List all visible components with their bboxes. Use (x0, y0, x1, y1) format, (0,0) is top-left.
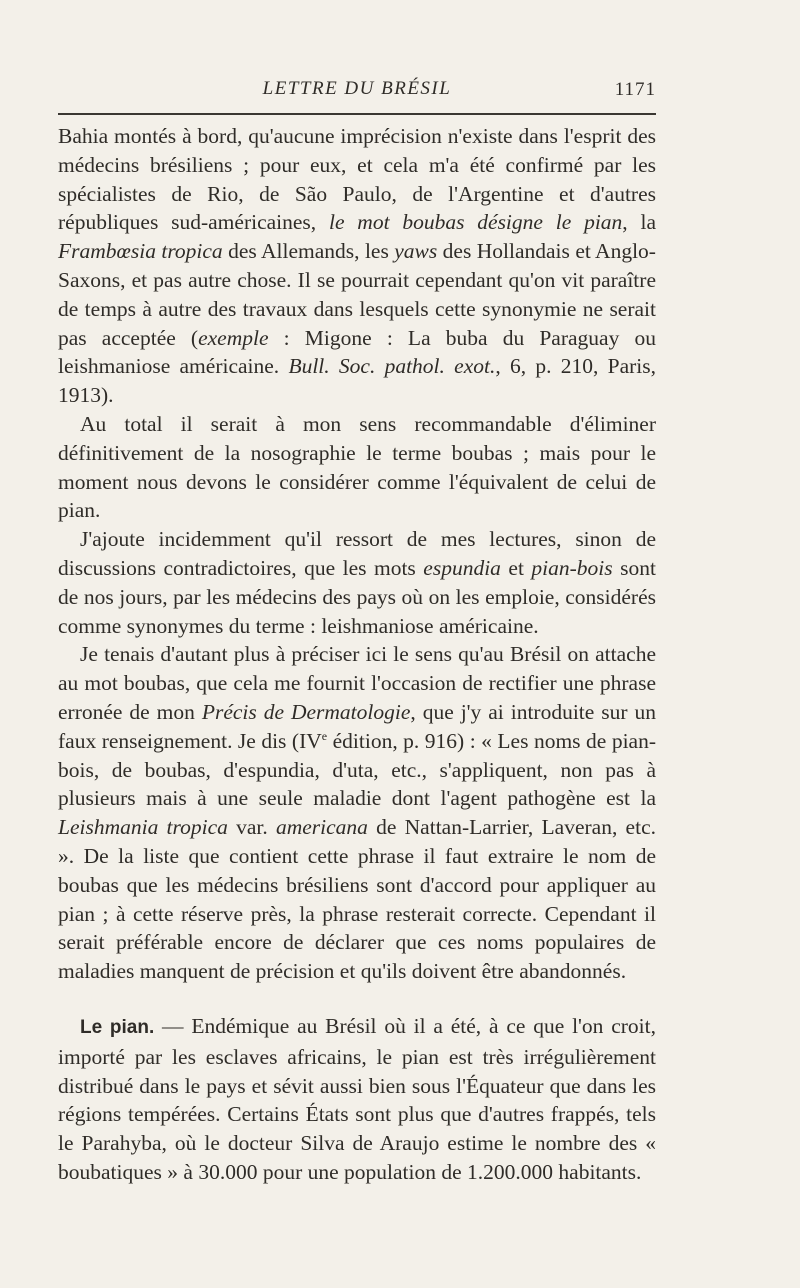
section-heading: Le pian. (80, 1016, 155, 1038)
p5-text: — Endémique au Brésil où il a été, à ce que l'on croit, importé par les esclaves africains, le pian est très irrégulièrement distribué dans le pays et sévit aussi bien sous l'Équateur que dans les régions tempérées. Certains États sont plus que d'autres frappés, tels le Parahyba, où le docteur Silva de Araujo estime le nombre des « boubatiques » à 30.000 pour une population de 1.200.000 habitants. (58, 1013, 657, 1184)
p3-italic-d: pian-bois (531, 555, 613, 580)
paragraph-3 (58, 525, 656, 640)
p4-italic-b: Précis de Dermatologie (201, 699, 411, 724)
running-title: LETTRE DU BRÉSIL (262, 78, 452, 99)
paragraph-4 (58, 640, 656, 986)
paragraph-5 (58, 1012, 656, 1187)
page-number: 1171 (614, 79, 656, 100)
p4-italic-g: americana (275, 815, 368, 840)
p1-text-e: des Allemands, les (222, 239, 395, 264)
p1-text-c: , la (622, 210, 656, 235)
p4-text-d: édition, p. 916) : « Les noms de pian-bois, de boubas, d'espundia, d'uta, etc., s'appliquent, non pas à plusieurs mais à une seule maladie dont l'agent pathogène est la (58, 728, 657, 811)
p4-text-f: var. (227, 815, 276, 840)
p3-text-e: sont de nos jours, par les médecins des pays où on les emploie, considérés comme synonymes du terme : leishmaniose américaine. (58, 555, 656, 638)
p1-italic-b: le mot boubas désigne le pian (328, 210, 623, 235)
p4-text-h: de Nattan-Larrier, Laveran, etc. ». De la liste que contient cette phrase il faut extraire le nom de boubas que les médecins brésiliens sont d'accord pour appliquer au pian ; à cette réserve près, la phrase resterait correcte. Cependant il serait préférable encore de déclarer que ces noms populaires de maladies manquent de précision et qu'ils doivent être abandonnés. (58, 815, 656, 984)
paragraph-2: Au total il serait à mon sens recommandable d'éliminer définitivement de la nosographie le terme boubas ; mais pour le moment nous devons le considérer comme l'équivalent de celui de pian. (58, 411, 656, 523)
p1-text-a: Bahia montés à bord, qu'aucune imprécision n'existe dans l'esprit des médecins brésiliens ; pour eux, et cela m'a été confirmé par les spécialistes de Rio, de São Paulo, de l'Argentine et d'autres républiques sud-américaines, (58, 124, 656, 235)
p1-text-i: : Migone : La buba du Paraguay ou leishmaniose américaine. (58, 325, 656, 379)
p1-italic-f: yaws (394, 239, 438, 264)
header-rule (58, 113, 656, 115)
p1-text-g: des Hollandais et Anglo-Saxons, et pas autre chose. Il se pourrait cependant qu'on vit paraître de temps à autre des travaux dans lesquels cette synonymie ne serait pas acceptée ( (58, 239, 656, 350)
p3-text-c: et (500, 555, 532, 580)
p3-italic-b: espundia (423, 555, 501, 580)
p1-italic-h: exemple (198, 325, 269, 350)
p4-superscript: e (321, 728, 328, 743)
p1-italic-j: Bull. Soc. pathol. exot. (288, 354, 496, 379)
p4-italic-e: Leishmania tropica (58, 815, 228, 840)
p4-text-a: Je tenais d'autant plus à préciser ici le sens qu'au Brésil on attache au mot boubas, que cela me fournit l'occasion de rectifier une phrase erronée de mon (58, 642, 656, 724)
paragraph-1 (58, 122, 656, 410)
p1-italic-d: Frambœsia tropica (58, 239, 223, 264)
p1-text-k: , 6, p. 210, Paris, 1913). (58, 354, 656, 408)
p4-text-c: , que j'y ai introduite sur un faux renseignement. Je dis (IV (58, 699, 657, 753)
p3-text-a: J'ajoute incidemment qu'il ressort de mes lectures, sinon de discussions contradictoires, que les mots (58, 527, 656, 580)
body-text (58, 122, 656, 1187)
running-head (58, 78, 656, 106)
